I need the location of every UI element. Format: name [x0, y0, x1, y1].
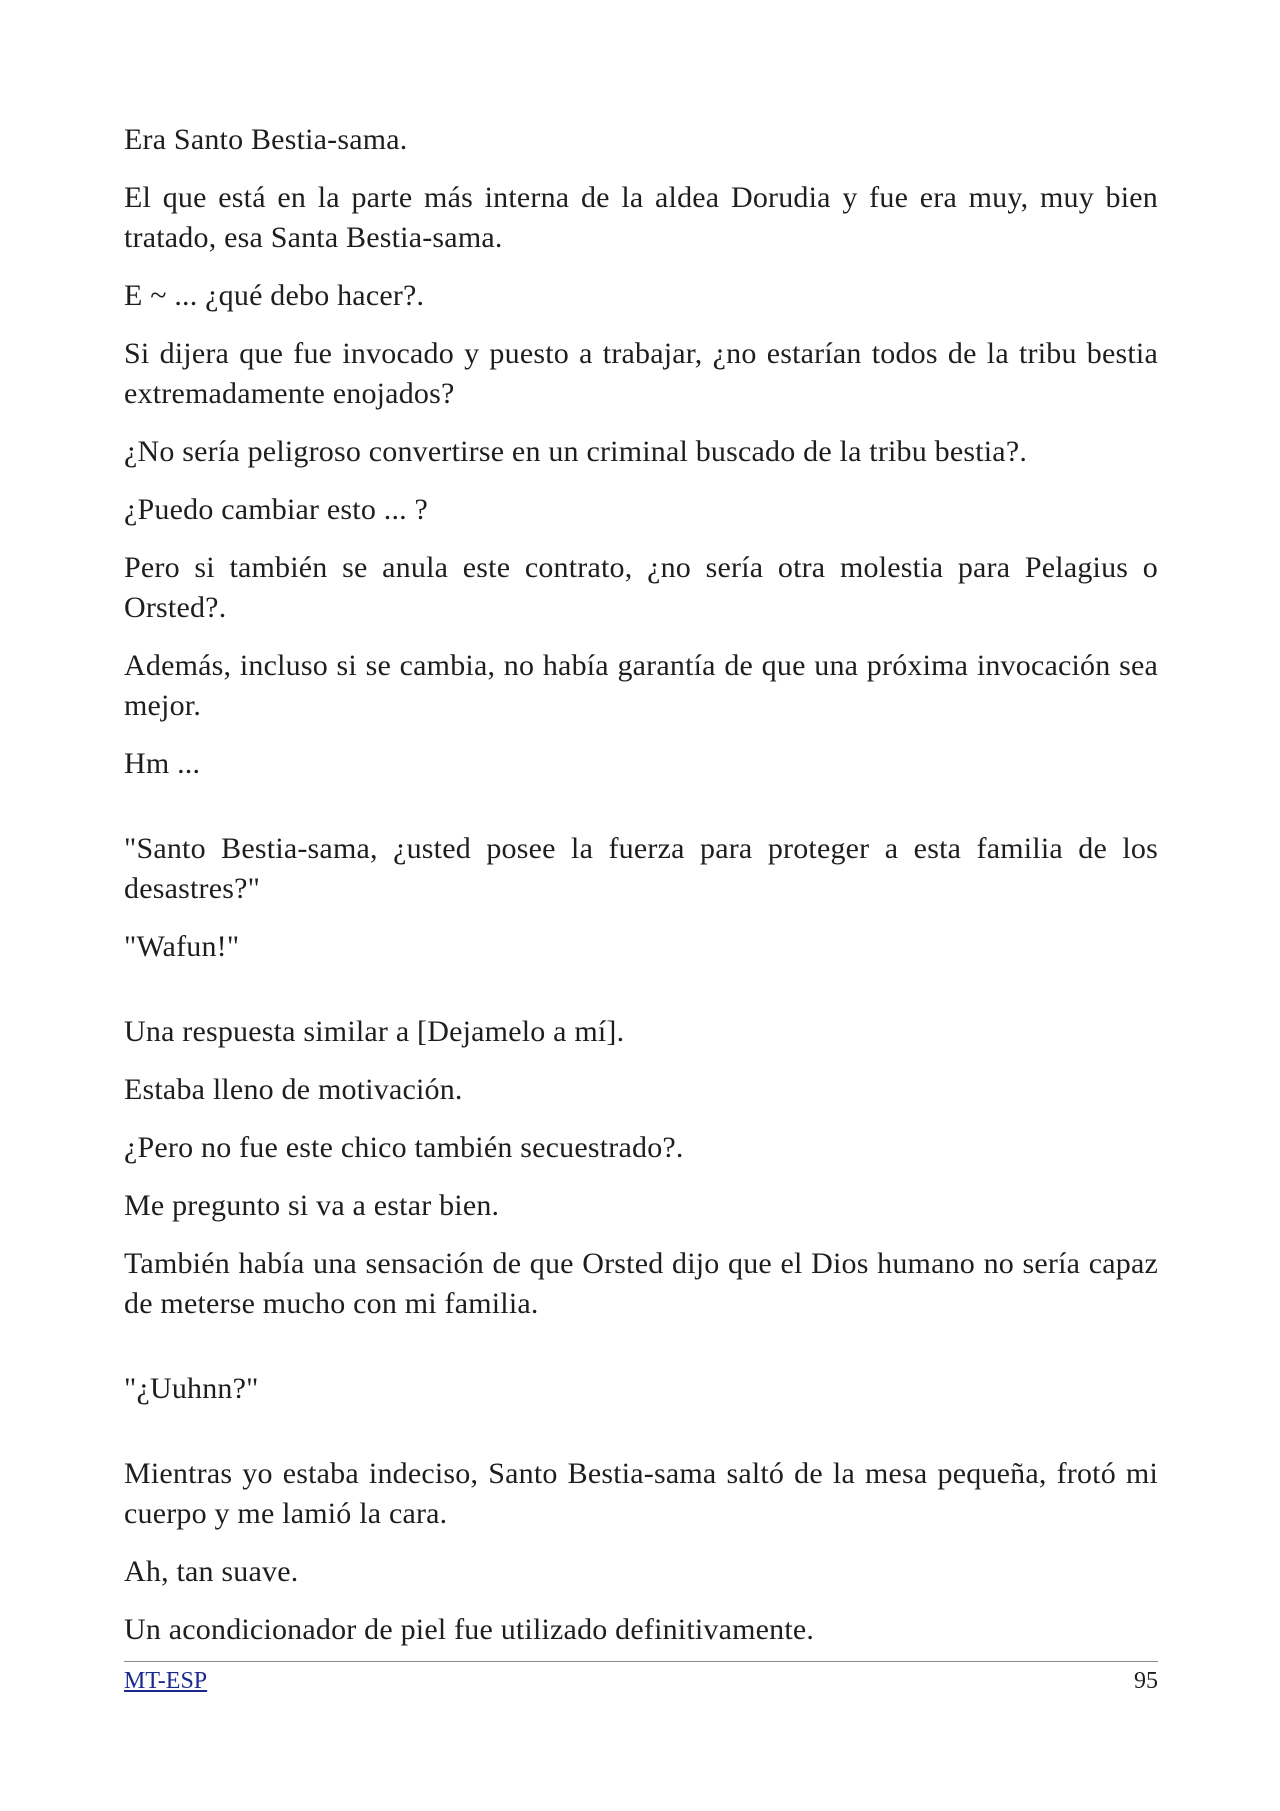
- page-number: 95: [1134, 1668, 1158, 1694]
- paragraph: El que está en la parte más interna de la aldea Dorudia y fue era muy, muy bien tratado, esa Santa Bestia-sama.: [124, 181, 1158, 254]
- paragraph: Estaba lleno de motivación.: [124, 1073, 463, 1106]
- dialogue-paragraph: "Santo Bestia-sama, ¿usted posee la fuerza para proteger a esta familia de los desastres?": [124, 832, 1158, 905]
- paragraph: También había una sensación de que Orsted dijo que el Dios humano no sería capaz de meterse mucho con mi familia.: [124, 1247, 1158, 1320]
- paragraph: Ah, tan suave.: [124, 1555, 299, 1588]
- paragraph: Un acondicionador de piel fue utilizado definitivamente.: [124, 1613, 815, 1646]
- paragraph: Una respuesta similar a [Dejamelo a mí].: [124, 1015, 625, 1048]
- paragraph: E ~ ... ¿qué debo hacer?.: [124, 279, 425, 312]
- paragraph: Era Santo Bestia-sama.: [124, 123, 408, 156]
- paragraph: ¿Puedo cambiar esto ... ?: [124, 493, 429, 526]
- footer-divider: [124, 1661, 1158, 1662]
- footer-site-link[interactable]: MT-ESP: [124, 1668, 208, 1694]
- paragraph: Me pregunto si va a estar bien.: [124, 1189, 500, 1222]
- dialogue-paragraph: "Wafun!": [124, 930, 240, 963]
- page-body: [124, 120, 1158, 1668]
- dialogue-paragraph: "¿Uuhnn?": [124, 1372, 259, 1405]
- paragraph: Hm ...: [124, 747, 201, 780]
- paragraph: Si dijera que fue invocado y puesto a trabajar, ¿no estarían todos de la tribu bestia extremadamente enojados?: [124, 337, 1158, 410]
- paragraph: Pero si también se anula este contrato, ¿no sería otra molestia para Pelagius o Orsted?.: [124, 551, 1158, 624]
- paragraph: Además, incluso si se cambia, no había garantía de que una próxima invocación sea mejor.: [124, 649, 1158, 722]
- paragraph: ¿Pero no fue este chico también secuestrado?.: [124, 1131, 684, 1164]
- paragraph: ¿No sería peligroso convertirse en un criminal buscado de la tribu bestia?.: [124, 435, 1028, 468]
- paragraph: Mientras yo estaba indeciso, Santo Bestia-sama saltó de la mesa pequeña, frotó mi cuerpo y me lamió la cara.: [124, 1457, 1158, 1530]
